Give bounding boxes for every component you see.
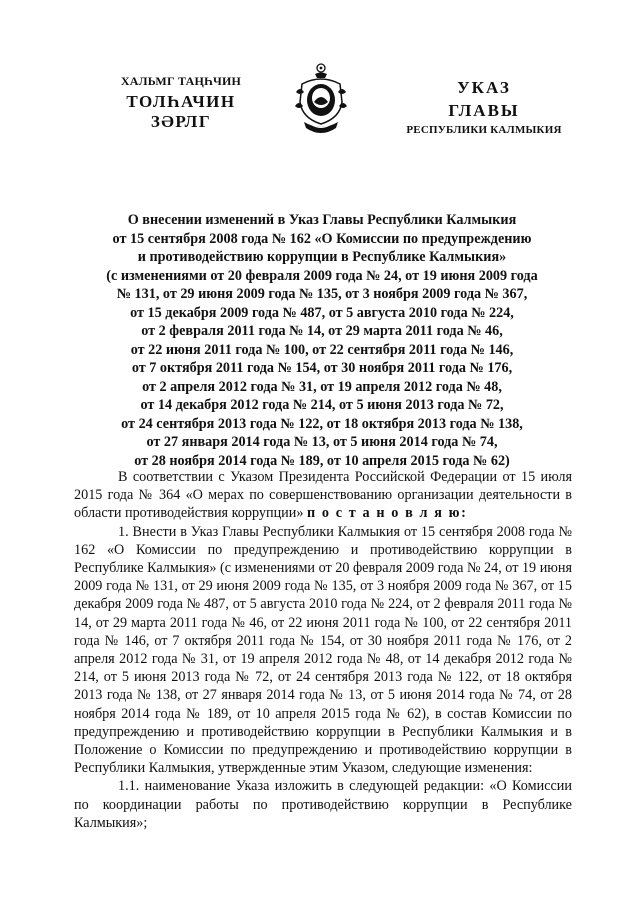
title-line: от 7 октября 2011 года № 154, от 30 ноября 2011 года № 176, [131, 360, 513, 376]
preamble-paragraph [74, 468, 572, 523]
title-line: от 2 февраля 2011 года № 14, от 29 марта 2011 года № 46, [141, 323, 503, 339]
title-line: от 27 января 2014 года № 13, от 5 июня 2014 года № 74, [146, 434, 498, 450]
title-line: от 22 июня 2011 года № 100, от 22 сентября 2011 года № 146, [130, 341, 514, 358]
document-title [72, 211, 572, 470]
title-line: от 14 декабря 2012 года № 214, от 5 июня 2013 года № 72, [140, 397, 504, 413]
title-line: от 2 апреля 2012 года № 31, от 19 апреля 2012 года № 48, [142, 378, 502, 395]
item-1-1-paragraph: 1.1. наименование Указа изложить в следующей редакции: «О Комиссии по координации работы по противодействию коррупции в Республике Калмыкия»; [74, 778, 572, 831]
header-right-line-3: РЕСПУБЛИКИ КАЛМЫКИЯ [406, 124, 562, 137]
title-line: и противодействию коррупции в Республике Калмыкия» [137, 249, 507, 265]
title-line: от 24 сентября 2013 года № 122, от 18 октября 2013 года № 138, [121, 415, 523, 432]
header-left-line-2: ТОЛҺАЧИН [126, 91, 236, 111]
title-line: (с изменениями от 20 февраля 2009 года № 24, от 19 июня 2009 года [106, 267, 538, 284]
header-left-line-1: ХАЛЬМГ ТАҢҺЧИН [120, 74, 242, 88]
title-line: от 28 ноября 2014 года № 189, от 10 апреля 2015 года № 62) [134, 452, 510, 469]
preamble-text: В соответствии с Указом Президента Российской Федерации от 15 июля 2015 года № 364 «О мерах по совершенствованию организации деятельности в области противодействия коррупции» [74, 469, 572, 522]
title-line: № 131, от 29 июня 2009 года № 135, от 3 ноября 2009 года № 367, [116, 286, 528, 302]
header-right-line-2: ГЛАВЫ [448, 100, 520, 120]
title-line: О внесении изменений в Указ Главы Республики Калмыкия [127, 212, 517, 228]
decree-word: п о с т а н о в л я ю: [306, 505, 468, 522]
header-right-block [395, 78, 573, 137]
title-line: от 15 сентября 2008 года № 162 «О Комиссии по предупреждению [112, 230, 532, 247]
header-left-block [96, 75, 266, 132]
header-left-line-3: ЗӘРЛГ [150, 112, 212, 132]
document-body [74, 468, 572, 832]
title-line: от 15 декабря 2009 года № 487, от 5 августа 2010 года № 224, [130, 304, 514, 321]
header-right-line-1: УКАЗ [457, 78, 511, 97]
item-1-paragraph: 1. Внести в Указ Главы Республики Калмыкия от 15 сентября 2008 года № 162 «О Комиссии по предупреждению и противодействию коррупции в Республике Калмыкия» (с изменениями от 20 февраля 2009 года № 24, от 19 июня 2009 года № 131, от 29 июня 2009 года № 135, от 3 ноября 2009 года № 367, от 15 декабря 2009 года № 487, от 5 августа 2010 года № 224, от 2 февраля 2011 года № 14, от 29 марта 2011 года № 46, от 22 июня 2011 года № 100, от 22 сентября 2011 года № 146, от 7 октября 2011 года № 154, от 30 ноября 2011 года № 176, от 2 апреля 2012 года № 31, от 19 апреля 2012 года № 48, от 14 декабря 2012 года № 214, от 5 июня 2013 года № 72, от 24 сентября 2013 года № 122, от 18 октября 2013 года № 138, от 27 января 2014 года № 13, от 5 июня 2014 года № 74, от 28 ноября 2014 года № 189, от 10 апреля 2015 года № 62), в состав Комиссии по предупреждению и противодействию коррупции в Республики Калмыкия и в Положение о Комиссии по предупреждению и противодействию коррупции в Республики Калмыкия, утвержденные этим Указом, следующие изменения: [74, 523, 573, 777]
coat-of-arms-icon [292, 62, 350, 140]
